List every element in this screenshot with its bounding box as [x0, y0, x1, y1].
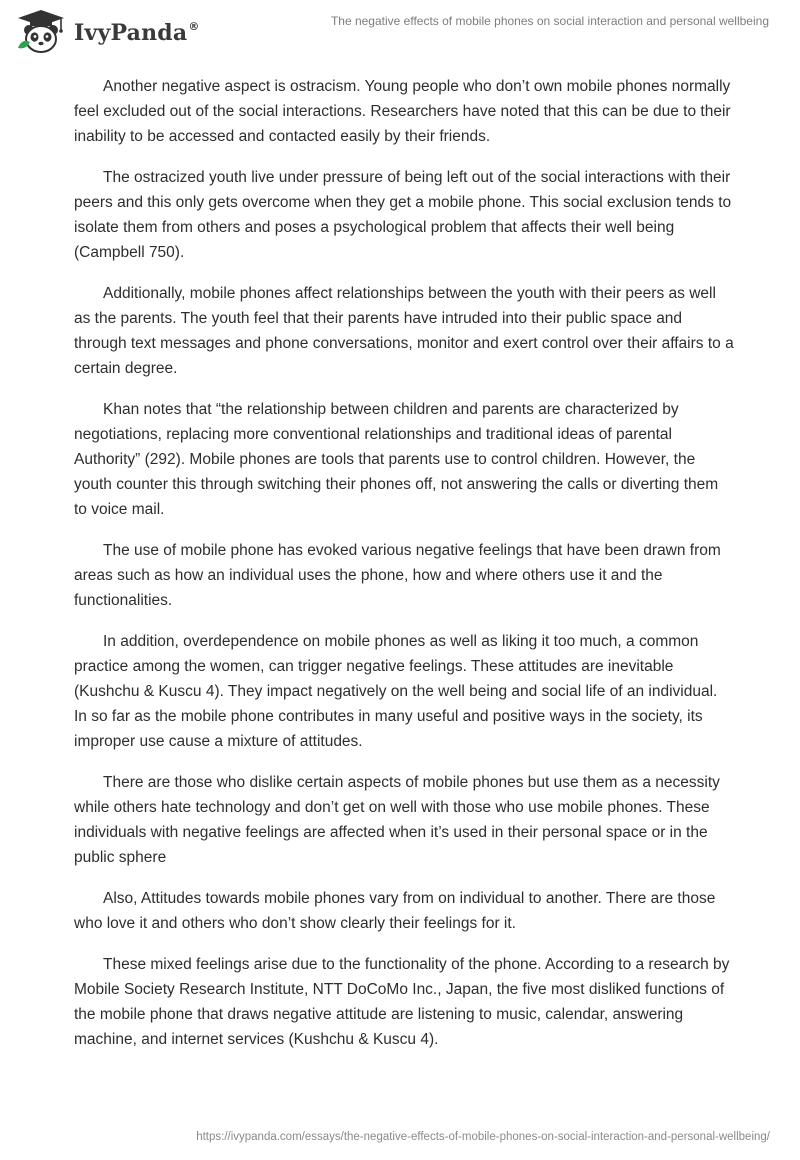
paragraph: Also, Attitudes towards mobile phones vary from on individual to another. There are those who love it and others who don’t show clearly their feelings for it.	[74, 890, 716, 932]
document-title: The negative effects of mobile phones on social interaction and personal wellbeing	[330, 14, 769, 28]
paragraph: Another negative aspect is ostracism. Young people who don’t own mobile phones normally feel excluded out of the social interactions. Researchers have noted that this can be due to their inability to be accessed and contacted easily by their friends.	[74, 78, 731, 145]
paragraph: There are those who dislike certain aspects of mobile phones but use them as a necessity while others hate technology and don’t get on well with those who use mobile phones. These individuals with negative feelings are affected when it’s used in their personal space or in the public sphere	[74, 774, 720, 866]
brand-name: IvyPanda®	[74, 20, 200, 46]
paragraph: The use of mobile phone has evoked various negative feelings that have been drawn from areas such as how an individual uses the phone, how and where others use it and the functionalities.	[74, 542, 721, 609]
paragraph: In addition, overdependence on mobile phones as well as liking it too much, a common practice among the women, can trigger negative feelings. These attitudes are inevitable (Kushchu & Kuscu 4). They impact negatively on the well being and social life of an individual. In so far as the mobile phone contributes in many useful and positive ways in the society, its improper use cause a mixture of attitudes.	[74, 633, 718, 750]
paragraph: These mixed feelings arise due to the functionality of the phone. According to a research by Mobile Society Research Institute, NTT DoCoMo Inc., Japan, the five most disliked functions of the mobile phone that draws negative attitude are listening to music, calendar, answering machine, and internet services (Kushchu & Kuscu 4).	[74, 956, 730, 1048]
panda-graduate-icon	[14, 8, 68, 54]
paragraph: Additionally, mobile phones affect relationships between the youth with their peers as well as the parents. The youth feel that their parents have intruded into their public space and through text messages and phone conversations, monitor and exert control over their affairs to a certain degree.	[74, 285, 734, 377]
paragraph: The ostracized youth live under pressure of being left out of the social interactions with their peers and this only gets overcome when they get a mobile phone. This social exclusion tends to isolate them from others and poses a psychological problem that affects their well being (Campbell 750).	[74, 169, 732, 261]
registered-mark: ®	[188, 20, 200, 33]
brand-logo[interactable]	[14, 8, 200, 54]
essay-body	[74, 74, 734, 1068]
page-header	[0, 0, 800, 60]
source-url-link[interactable]: https://ivypanda.com/essays/the-negative-effects-of-mobile-phones-on-social-interaction-and-personal-wellbeing/	[196, 1131, 770, 1143]
paragraph: Khan notes that “the relationship between children and parents are characterized by negotiations, replacing more conventional relationships and traditional ideas of parental Authority” (292). Mobile phones are tools that parents use to control children. However, the youth counter this through switching their phones off, not answering the calls or diverting them to voice mail.	[74, 401, 719, 518]
